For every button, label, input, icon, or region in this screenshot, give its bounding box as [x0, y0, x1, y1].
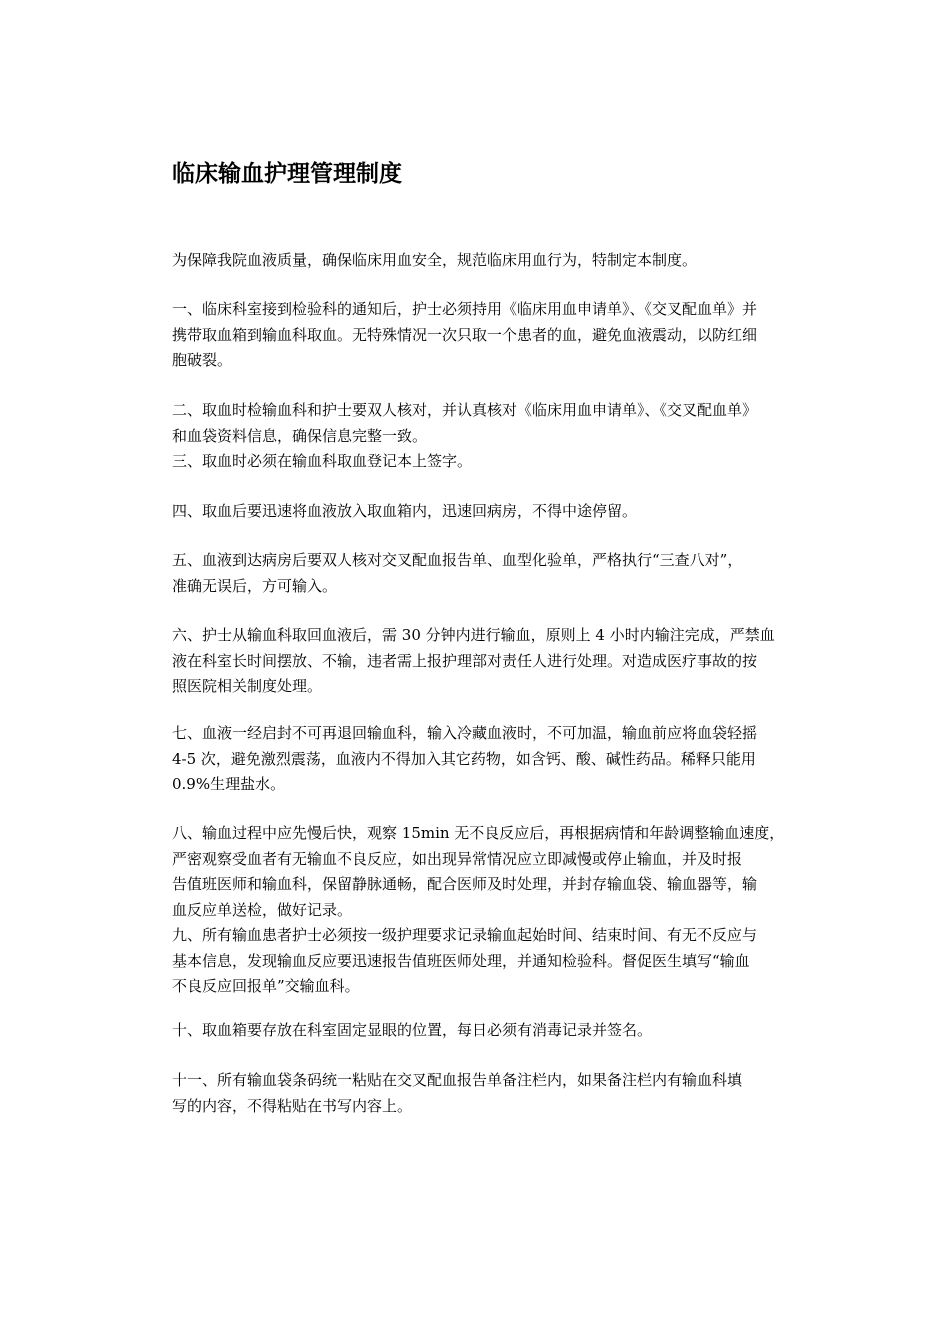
- clause-line: 胞破裂。: [172, 351, 233, 369]
- clause-line: 照医院相关制度处理。: [172, 677, 323, 695]
- clause-line: 五、血液到达病房后要双人核对交叉配血报告单、血型化验单，严格执行“三查八对”，: [172, 551, 743, 569]
- clause-line: 基本信息，发现输血反应要迅速报告值班医师处理，并通知检验科。督促医生填写“输血: [172, 951, 750, 970]
- clause-line: 七、血液一经启封不可再退回输血科，输入冷藏血液时，不可加温，输血前应将血袋轻摇: [172, 724, 758, 742]
- clause-line: 四、取血后要迅速将血液放入取血箱内，迅速回病房，不得中途停留。: [172, 502, 638, 520]
- clause-2-3: [172, 398, 812, 475]
- clause-line: 九、所有输血患者护士必须按一级护理要求记录输血起始时间、结束时间、有无不反应与: [172, 926, 758, 944]
- clause-line: 不良反应回报单”交输血科。: [172, 977, 360, 995]
- clause-line: 准确无误后，方可输入。: [172, 576, 338, 595]
- clause-line: 八、输血过程中应先慢后快，观察 15min 无不良反应后，再根据病情和年龄调整输血速度，: [172, 824, 785, 842]
- clause-line: 4-5 次，避免激烈震荡，血液内不得加入其它药物，如含钙、酸、碱性药品。稀释只能用: [172, 749, 756, 768]
- clause-line: 血反应单送检，做好记录。: [172, 900, 353, 919]
- clause-line: 十、取血箱要存放在科室固定显眼的位置，每日必须有消毒记录并签名。: [172, 1021, 653, 1039]
- clause-line: 液在科室长时间摆放、不输，违者需上报护理部对责任人进行处理。对造成医疗事故的按: [172, 651, 758, 670]
- clause-7: [172, 721, 812, 798]
- clause-line: 一、临床科室接到检验科的通知后，护士必须持用《临床用血申请单》、《交叉配血单》并: [172, 300, 758, 318]
- clause-line: 二、取血时检输血科和护士要双人核对，并认真核对《临床用血申请单》、《交叉配血单》: [172, 401, 758, 419]
- clause-line: 告值班医师和输血科，保留静脉通畅，配合医师及时处理，并封存输血袋、输血器等，输: [172, 875, 758, 893]
- clause-5: [172, 548, 812, 599]
- clause-line: 十一、所有输血袋条码统一粘贴在交叉配血报告单备注栏内，如果备注栏内有输血科填: [172, 1071, 743, 1089]
- document-title: 临床输血护理管理制度: [172, 161, 402, 187]
- clause-line: 携带取血箱到输血科取血。无特殊情况一次只取一个患者的血，避免血液震动，以防红细: [172, 325, 758, 344]
- clause-line: 严密观察受血者有无输血不良反应，如出现异常情况应立即减慢或停止输血，并及时报: [172, 849, 743, 868]
- clause-10: [172, 1018, 812, 1044]
- clause-1: [172, 297, 812, 374]
- clause-line: 0.9%生理盐水。: [172, 775, 286, 793]
- clause-6: [172, 623, 812, 700]
- clause-4: [172, 499, 812, 525]
- clause-line: 写的内容，不得粘贴在书写内容上。: [172, 1096, 413, 1115]
- clause-line: 和血袋资料信息，确保信息完整一致。: [172, 426, 428, 445]
- clause-line: 六、护士从输血科取回血液后，需 30 分钟内进行输血，原则上 4 小时内输注完成，严禁血: [172, 626, 775, 644]
- clause-line: 三、取血时必须在输血科取血登记本上签字。: [172, 452, 473, 470]
- intro-paragraph: 为保障我院血液质量，确保临床用血安全，规范临床用血行为，特制定本制度。: [172, 251, 698, 269]
- clause-11: [172, 1068, 812, 1119]
- clause-8-9: [172, 821, 812, 1000]
